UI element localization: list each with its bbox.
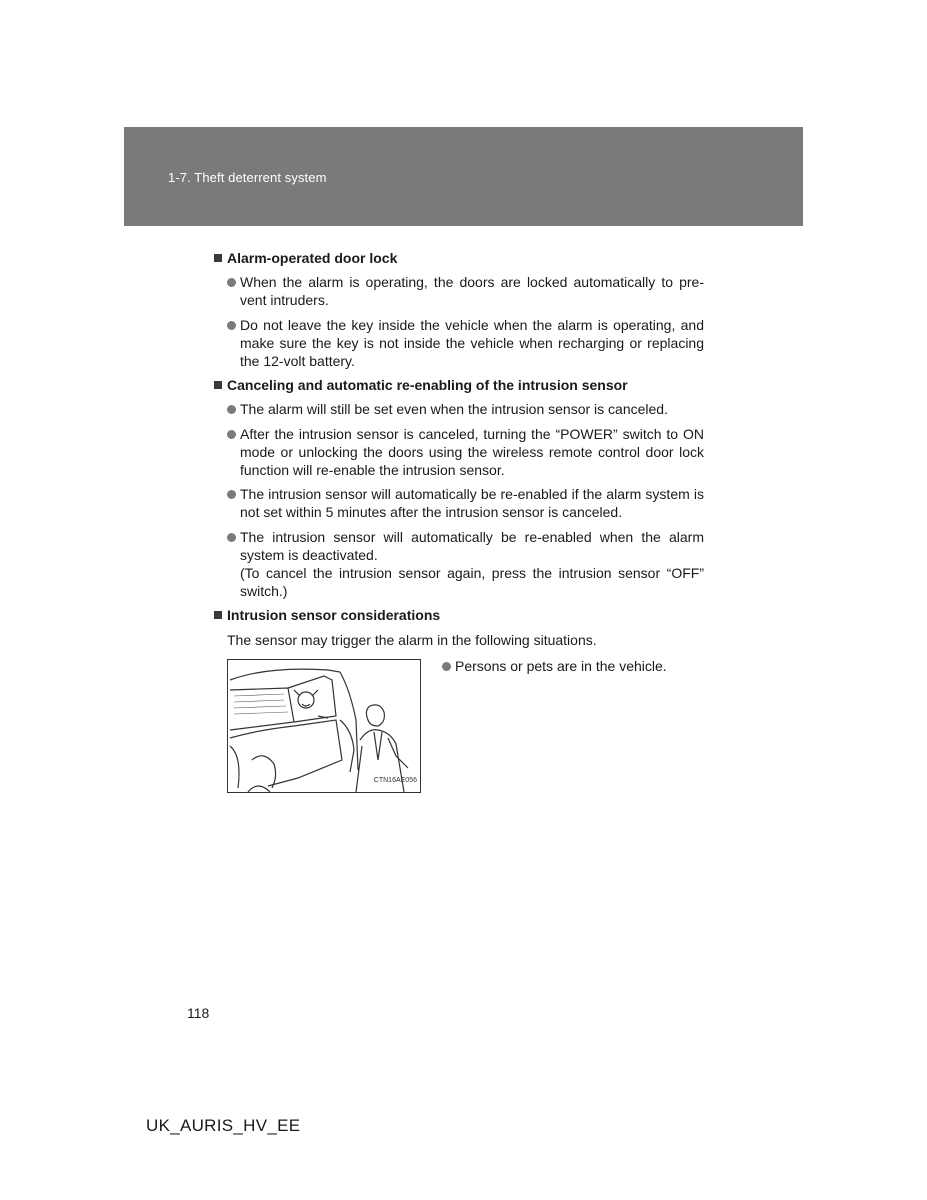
section-heading bbox=[214, 376, 704, 394]
section-title: 1-7. Theft deterrent system bbox=[168, 170, 327, 185]
figure-row bbox=[214, 657, 704, 807]
list-item-text: Persons or pets are in the vehicle. bbox=[455, 657, 667, 674]
list-item bbox=[214, 273, 704, 309]
illustration-car-with-pet-and-person bbox=[227, 659, 421, 793]
footer-code: UK_AURIS_HV_EE bbox=[146, 1116, 301, 1135]
list-item bbox=[214, 400, 704, 418]
section-heading-text: Canceling and automatic re-enabling of the intrusion sensor bbox=[227, 377, 628, 394]
square-bullet-icon bbox=[214, 611, 222, 619]
circle-bullet-icon bbox=[227, 430, 236, 439]
list-item-text: The intrusion sensor will automatically be re-enabled if the alarm system is not set within 5 minutes after the intrusion sensor is canceled. bbox=[240, 486, 704, 521]
list-item-text: When the alarm is operating, the doors are locked automatically to pre-vent intruders. bbox=[240, 274, 704, 309]
section-intro: The sensor may trigger the alarm in the following situations. bbox=[227, 631, 597, 648]
circle-bullet-icon bbox=[227, 321, 236, 330]
section-heading-text: Alarm-operated door lock bbox=[227, 250, 398, 266]
circle-bullet-icon bbox=[227, 278, 236, 287]
circle-bullet-icon bbox=[227, 405, 236, 414]
list-item bbox=[214, 425, 704, 480]
page-content bbox=[214, 249, 704, 807]
section-heading-text: Intrusion sensor considerations bbox=[227, 607, 441, 624]
list-item-text: The intrusion sensor will automatically be re-enabled when the alarm system is deactivated. bbox=[240, 528, 704, 563]
list-item-text: Do not leave the key inside the vehicle when the alarm is operating, and make sure the key is not inside the vehicle when recharging or replacing the 12-volt battery. bbox=[240, 316, 704, 370]
list-item bbox=[214, 528, 704, 601]
square-bullet-icon bbox=[214, 254, 222, 262]
list-item bbox=[214, 316, 704, 371]
circle-bullet-icon bbox=[227, 490, 236, 499]
section-heading bbox=[214, 606, 704, 624]
list-item-text: The alarm will still be set even when the intrusion sensor is canceled. bbox=[240, 401, 668, 418]
header-band bbox=[124, 127, 803, 226]
list-item-note: (To cancel the intrusion sensor again, press the intrusion sensor “OFF” switch.) bbox=[240, 565, 704, 600]
list-item bbox=[442, 657, 725, 675]
list-item-text: After the intrusion sensor is canceled, turning the “POWER” switch to ON mode or unlocking the doors using the wireless remote control door lock function will re-enable the intrusion sensor. bbox=[240, 425, 704, 479]
figure-code: CTN16AE056 bbox=[373, 776, 417, 784]
list-item bbox=[214, 485, 704, 521]
circle-bullet-icon bbox=[442, 662, 451, 671]
section-heading bbox=[214, 249, 704, 267]
circle-bullet-icon bbox=[227, 533, 236, 542]
square-bullet-icon bbox=[214, 381, 222, 389]
page-number: 118 bbox=[187, 1005, 210, 1021]
